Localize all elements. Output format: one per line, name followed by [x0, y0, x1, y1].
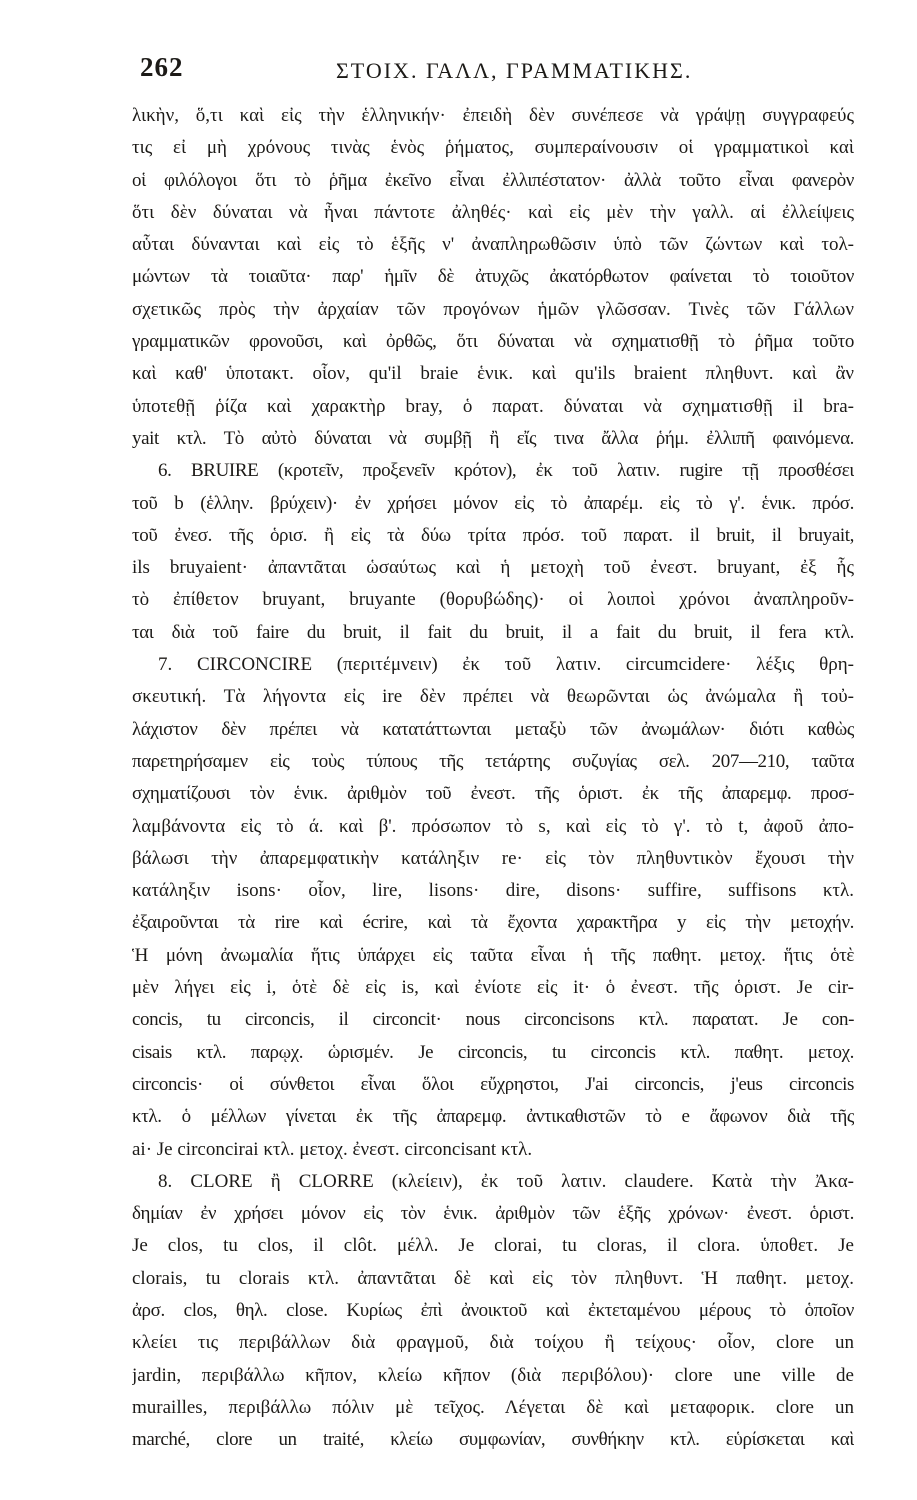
text-line: δημίαν ἐν χρήσει μόνον εἰς τὸν ἑνικ. ἀριθμὸν τῶν ἑξῆς χρόνων· ἐνεστ. ὁριστ.	[132, 1203, 854, 1225]
text-line: yait κτλ. Τὸ αὐτὸ δύναται νὰ συμβῇ ἢ εἴς τινα ἄλλα ῥήμ. ἐλλιπῆ φαινόμενα.	[132, 427, 854, 449]
text-line: circoncis· οἱ σύνθετοι εἶναι ὅλοι εὔχρηστοι, J'ai circoncis, j'eus circoncis	[132, 1073, 854, 1095]
text-line: ἐξαιροῦνται τὰ rire καὶ écrire, καὶ τὰ ἔχοντα χαρακτῆρα y εἰς τὴν μετοχήν.	[132, 912, 854, 934]
text-line: μὲν λήγει εἰς i, ὁτὲ δὲ εἰς is, καὶ ἐνίοτε εἰς it· ὁ ἐνεστ. τῆς ὁριστ. Je cir-	[132, 977, 854, 999]
text-line: ται διὰ τοῦ faire du bruit, il fait du bruit, il a fait du bruit, il fera κτλ.	[132, 621, 854, 643]
text-line: τοῦ b (ἑλλην. βρύχειν)· ἐν χρήσει μόνον εἰς τὸ ἀπαρέμ. εἰς τὸ γ'. ἑνικ. πρόσ.	[132, 492, 854, 514]
text-line: marché, clore un traité, κλείω συμφωνίαν, συνθήκην κτλ. εὑρίσκεται καὶ	[132, 1429, 854, 1451]
text-line: λικὴν, ὅ,τι καὶ εἰς τὴν ἑλληνικήν· ἐπειδὴ δὲν συνέπεσε νὰ γράψῃ συγγραφεύς	[132, 105, 854, 126]
text-line: κατάληξιν isons· οἷον, lire, lisons· dire, disons· suffire, suffisons κτλ.	[132, 880, 854, 902]
text-line: καὶ καθ' ὑποτακτ. οἷον, qu'il braie ἑνικ. καὶ qu'ils braient πληθυντ. καὶ ἂν	[132, 363, 854, 385]
paragraph-8-start: 8. CLORE ἢ CLORRE (κλείειν), ἐκ τοῦ λατιν. claudere. Κατὰ τὴν Ἀκα-	[158, 1170, 854, 1192]
text-line: cisais κτλ. παρῳχ. ὡρισμέν. Je circoncis, tu circoncis κτλ. παθητ. μετοχ.	[132, 1041, 854, 1063]
text-line: ὑποτεθῇ ῥίζα καὶ χαρακτὴρ bray, ὁ παρατ. δύναται νὰ σχηματισθῇ il bra-	[132, 395, 854, 417]
text-line: clorais, tu clorais κτλ. ἀπαντᾶται δὲ καὶ εἰς τὸν πληθυντ. Ἡ παθητ. μετοχ.	[132, 1267, 854, 1289]
text-line: τὸ ἐπίθετον bruyant, bruyante (θορυβώδης)· οἱ λοιποὶ χρόνοι ἀναπληροῦν-	[132, 589, 854, 611]
text-line: ils bruyaient· ἀπαντᾶται ὡσαύτως καὶ ἡ μετοχὴ τοῦ ἐνεστ. bruyant, ἐξ ἧς	[132, 557, 854, 579]
text-line: concis, tu circoncis, il circoncit· nous circoncisons κτλ. παρατατ. Je con-	[132, 1009, 854, 1031]
text-line: γραμματικῶν φρονοῦσι, καὶ ὀρθῶς, ὅτι δύναται νὰ σχηματισθῇ τὸ ῥῆμα τοῦτο	[132, 331, 854, 353]
paragraph-6-start: 6. BRUIRE (κροτεῖν, προξενεῖν κρότον), ἐκ τοῦ λατιν. rugire τῇ προσθέσει	[158, 460, 854, 482]
running-head: ΣΤΟΙΧ. ΓΑΛΛ, ΓΡΑΜΜΑΤΙΚΗΣ.	[336, 58, 693, 83]
text-line: σκευτική. Τὰ λήγοντα εἰς ire δὲν πρέπει νὰ θεωρῶνται ὡς ἀνώμαλα ἢ τοὐ-	[132, 686, 854, 708]
text-line: Je clos, tu clos, il clôt. μέλλ. Je clorai, tu cloras, il clora. ὑποθετ. Je	[132, 1235, 854, 1257]
text-line: Ἡ μόνη ἀνωμαλία ἥτις ὑπάρχει εἰς ταῦτα εἶναι ἡ τῆς παθητ. μετοχ. ἥτις ὁτὲ	[132, 944, 854, 966]
text-line: ὅτι δὲν δύναται νὰ ἦναι πάντοτε ἀληθές· καὶ εἰς μὲν τὴν γαλλ. αἱ ἐλλείψεις	[132, 201, 854, 223]
text-line: τις εἰ μὴ χρόνους τινὰς ἑνὸς ῥήματος, συμπεραίνουσιν οἱ γραμματικοὶ καὶ	[132, 137, 854, 159]
page-number: 262	[140, 52, 184, 82]
text-line: λαμβάνοντα εἰς τὸ ά. καὶ β'. πρόσωπον τὸ s, καὶ εἰς τὸ γ'. τὸ t, ἀφοῦ ἀπο-	[132, 815, 854, 837]
text-line: μώντων τὰ τοιαῦτα· παρ' ἡμῖν δὲ ἀτυχῶς ἀκατόρθωτον φαίνεται τὸ τοιοῦτον	[132, 266, 854, 288]
text-line: κλείει τις περιβάλλων διὰ φραγμοῦ, διὰ τοίχου ἢ τείχους· οἷον, clore un	[132, 1332, 854, 1354]
text-line: λάχιστον δὲν πρέπει νὰ κατατάττωνται μεταξὺ τῶν ἀνωμάλων· διότι καθὼς	[132, 718, 854, 740]
paragraph-7-start: 7. CIRCONCIRE (περιτέμνειν) ἐκ τοῦ λατιν. circumcidere· λέξις θρη-	[158, 654, 854, 676]
text-line: βάλωσι τὴν ἀπαρεμφατικὴν κατάληξιν re· εἰς τὸν πληθυντικὸν ἔχουσι τὴν	[132, 847, 854, 869]
text-line: jardin, περιβάλλω κῆπον, κλείω κῆπον (διὰ περιβόλου)· clore une ville de	[132, 1364, 854, 1386]
text-line: σχηματίζουσι τὸν ἑνικ. ἀριθμὸν τοῦ ἐνεστ. τῆς ὁριστ. ἐκ τῆς ἀπαρεμφ. προσ-	[132, 783, 854, 805]
text-line: παρετηρήσαμεν εἰς τοὺς τύπους τῆς τετάρτης συζυγίας σελ. 207—210, ταῦτα	[132, 750, 854, 772]
text-line: σχετικῶς πρὸς τὴν ἀρχαίαν τῶν προγόνων ἡμῶν γλῶσσαν. Τινὲς τῶν Γάλλων	[132, 298, 854, 320]
text-line: τοῦ ἐνεσ. τῆς ὁρισ. ἢ εἰς τὰ δύω τρίτα πρόσ. τοῦ παρατ. il bruit, il bruyait,	[132, 524, 854, 546]
text-line: κτλ. ὁ μέλλων γίνεται ἐκ τῆς ἀπαρεμφ. ἀντικαθιστῶν τὸ e ἄφωνον διὰ τῆς	[132, 1106, 854, 1128]
text-line: αὗται δύνανται καὶ εἰς τὸ ἑξῆς ν' ἀναπληρωθῶσιν ὑπὸ τῶν ζώντων καὶ τολ-	[132, 234, 854, 256]
body-text	[132, 100, 854, 1456]
text-line: murailles, περιβάλλω πόλιν μὲ τεῖχος. Λέγεται δὲ καὶ μεταφορικ. clore un	[132, 1396, 854, 1418]
text-line: ἀρσ. clos, θηλ. close. Κυρίως ἐπὶ ἀνοικτοῦ καὶ ἐκτεταμένου μέρους τὸ ὁποῖον	[132, 1299, 854, 1321]
text-line: ai· Je circoncirai κτλ. μετοχ. ἐνεστ. circoncisant κτλ.	[132, 1138, 533, 1160]
text-line: οἱ φιλόλογοι ὅτι τὸ ῥῆμα ἐκεῖνο εἶναι ἐλλιπέστατον· ἀλλὰ τοῦτο εἶναι φανερὸν	[132, 169, 854, 191]
